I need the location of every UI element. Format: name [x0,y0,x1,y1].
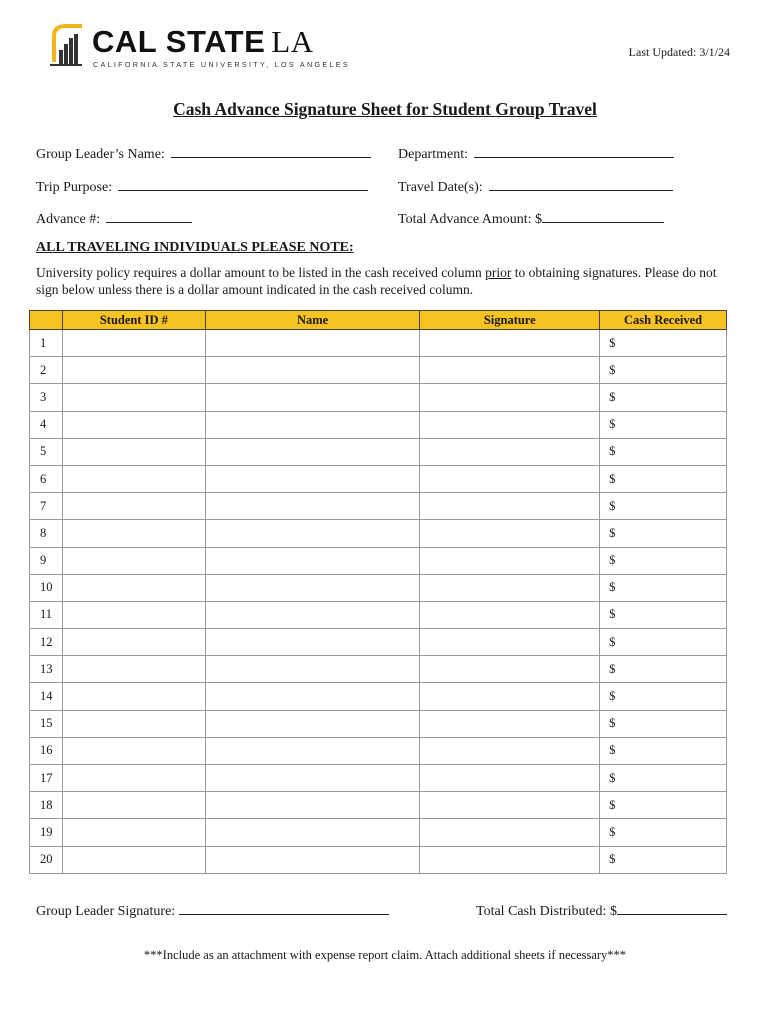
cash-received-cell[interactable]: $ [600,656,727,683]
total-cash-distributed-line[interactable] [617,900,727,915]
name-cell[interactable] [205,629,420,656]
row-number: 10 [30,574,63,601]
signature-cell[interactable] [420,819,600,846]
student-id-cell[interactable] [62,683,205,710]
cash-received-cell[interactable]: $ [600,493,727,520]
row-number: 7 [30,493,63,520]
student-id-cell[interactable] [62,465,205,492]
header-cash-received: Cash Received [600,311,727,330]
student-id-cell[interactable] [62,357,205,384]
signature-cell[interactable] [420,411,600,438]
travel-dates-label: Travel Date(s): [398,180,483,195]
department-label: Department: [398,147,468,162]
signature-cell[interactable] [420,330,600,357]
student-id-cell[interactable] [62,629,205,656]
row-number: 12 [30,629,63,656]
table-row [30,846,727,873]
row-number: 13 [30,656,63,683]
travel-dates-field[interactable] [398,176,673,196]
header-number [30,311,63,330]
name-cell[interactable] [205,737,420,764]
name-cell[interactable] [205,411,420,438]
name-cell[interactable] [205,547,420,574]
header-name: Name [205,311,420,330]
signature-cell[interactable] [420,465,600,492]
cash-received-cell[interactable]: $ [600,411,727,438]
row-number: 20 [30,846,63,873]
signature-table [29,310,727,874]
signature-cell[interactable] [420,656,600,683]
name-cell[interactable] [205,493,420,520]
building-logo-icon [48,22,84,68]
signature-cell[interactable] [420,846,600,873]
last-updated: Last Updated: 3/1/24 [628,45,730,59]
name-cell[interactable] [205,357,420,384]
student-id-cell[interactable] [62,438,205,465]
signature-cell[interactable] [420,792,600,819]
row-number: 3 [30,384,63,411]
table-row [30,547,727,574]
cash-received-cell[interactable]: $ [600,710,727,737]
name-cell[interactable] [205,765,420,792]
group-leader-name-line[interactable] [171,143,371,158]
page-title: Cash Advance Signature Sheet for Student Group Travel [173,99,597,119]
total-cash-distributed-field[interactable] [476,900,727,920]
advance-number-line[interactable] [106,208,192,223]
table-row [30,330,727,357]
cash-received-cell[interactable]: $ [600,547,727,574]
signature-cell[interactable] [420,574,600,601]
signature-cell[interactable] [420,601,600,628]
table-row [30,465,727,492]
signature-cell[interactable] [420,384,600,411]
table-row [30,765,727,792]
note-heading: ALL TRAVELING INDIVIDUALS PLEASE NOTE: [36,240,354,255]
cash-received-cell[interactable]: $ [600,601,727,628]
name-cell[interactable] [205,438,420,465]
name-cell[interactable] [205,574,420,601]
name-cell[interactable] [205,710,420,737]
student-id-cell[interactable] [62,601,205,628]
signature-cell[interactable] [420,357,600,384]
header-signature: Signature [420,311,600,330]
student-id-cell[interactable] [62,411,205,438]
total-advance-amount-label: Total Advance Amount: $ [398,212,543,227]
student-id-cell[interactable] [62,547,205,574]
cash-received-cell[interactable]: $ [600,357,727,384]
advance-number-field[interactable] [36,208,192,228]
table-row [30,683,727,710]
signature-cell[interactable] [420,547,600,574]
name-cell[interactable] [205,601,420,628]
row-number: 2 [30,357,63,384]
signature-cell[interactable] [420,629,600,656]
signature-cell[interactable] [420,765,600,792]
name-cell[interactable] [205,819,420,846]
signature-cell[interactable] [420,737,600,764]
row-number: 16 [30,737,63,764]
cash-received-cell[interactable]: $ [600,683,727,710]
total-advance-amount-line[interactable] [542,208,664,223]
row-number: 9 [30,547,63,574]
group-leader-signature-field[interactable] [36,900,389,920]
name-cell[interactable] [205,384,420,411]
cash-received-cell[interactable]: $ [600,574,727,601]
table-row [30,792,727,819]
logo-subtitle: CALIFORNIA STATE UNIVERSITY, LOS ANGELES [93,60,350,69]
row-number: 4 [30,411,63,438]
signature-cell[interactable] [420,683,600,710]
student-id-cell[interactable] [62,846,205,873]
group-leader-name-field[interactable] [36,143,371,163]
student-id-cell[interactable] [62,330,205,357]
advance-number-label: Advance #: [36,212,101,227]
student-id-cell[interactable] [62,792,205,819]
table-row [30,819,727,846]
cash-received-cell[interactable]: $ [600,737,727,764]
row-number: 18 [30,792,63,819]
cash-received-cell[interactable]: $ [600,330,727,357]
signature-cell[interactable] [420,710,600,737]
cash-received-cell[interactable]: $ [600,792,727,819]
table-row [30,384,727,411]
table-row [30,629,727,656]
name-cell[interactable] [205,330,420,357]
row-number: 14 [30,683,63,710]
row-number: 15 [30,710,63,737]
student-id-cell[interactable] [62,656,205,683]
department-line[interactable] [474,143,674,158]
table-row [30,520,727,547]
table-row [30,411,727,438]
cash-received-cell[interactable]: $ [600,465,727,492]
total-advance-amount-field[interactable] [398,208,664,228]
travel-dates-line[interactable] [489,176,673,191]
cash-received-cell[interactable]: $ [600,846,727,873]
signature-cell[interactable] [420,493,600,520]
student-id-cell[interactable] [62,710,205,737]
footnote: ***Include as an attachment with expense report claim. Attach additional sheets if necessary*** [143,948,627,962]
student-id-cell[interactable] [62,574,205,601]
cal-state-la-logo [48,22,350,72]
total-cash-distributed-label: Total Cash Distributed: $ [476,904,617,919]
table-row [30,493,727,520]
logo-wordmark: CAL STATE LA [92,24,314,59]
table-row [30,574,727,601]
table-row [30,710,727,737]
name-cell[interactable] [205,656,420,683]
row-number: 1 [30,330,63,357]
cash-received-cell[interactable]: $ [600,438,727,465]
table-row [30,601,727,628]
row-number: 5 [30,438,63,465]
row-number: 17 [30,765,63,792]
student-id-cell[interactable] [62,493,205,520]
trip-purpose-label: Trip Purpose: [36,180,113,195]
signature-cell[interactable] [420,438,600,465]
trip-purpose-line[interactable] [118,176,368,191]
row-number: 8 [30,520,63,547]
row-number: 6 [30,465,63,492]
table-row [30,438,727,465]
cash-received-cell[interactable]: $ [600,520,727,547]
cash-received-cell[interactable]: $ [600,384,727,411]
cash-received-cell[interactable]: $ [600,765,727,792]
row-number: 11 [30,601,63,628]
student-id-cell[interactable] [62,520,205,547]
name-cell[interactable] [205,846,420,873]
trip-purpose-field[interactable] [36,176,368,196]
cash-received-cell[interactable]: $ [600,629,727,656]
signature-cell[interactable] [420,520,600,547]
table-row [30,737,727,764]
table-row [30,656,727,683]
name-cell[interactable] [205,683,420,710]
name-cell[interactable] [205,465,420,492]
student-id-cell[interactable] [62,384,205,411]
name-cell[interactable] [205,520,420,547]
header-student-id: Student ID # [62,311,205,330]
group-leader-name-label: Group Leader’s Name: [36,147,165,162]
name-cell[interactable] [205,792,420,819]
cash-received-cell[interactable]: $ [600,819,727,846]
department-field[interactable] [398,143,674,163]
table-row [30,357,727,384]
group-leader-signature-label: Group Leader Signature: [36,904,176,919]
row-number: 19 [30,819,63,846]
note-text: University policy requires a dollar amount to be listed in the cash received column prior to obtaining signatures. Please do not sign below unless there is a dollar amount indicated in the cash received column. [36,265,717,297]
group-leader-signature-line[interactable] [179,900,389,915]
table-header-row [30,311,727,330]
student-id-cell[interactable] [62,737,205,764]
student-id-cell[interactable] [62,765,205,792]
student-id-cell[interactable] [62,819,205,846]
